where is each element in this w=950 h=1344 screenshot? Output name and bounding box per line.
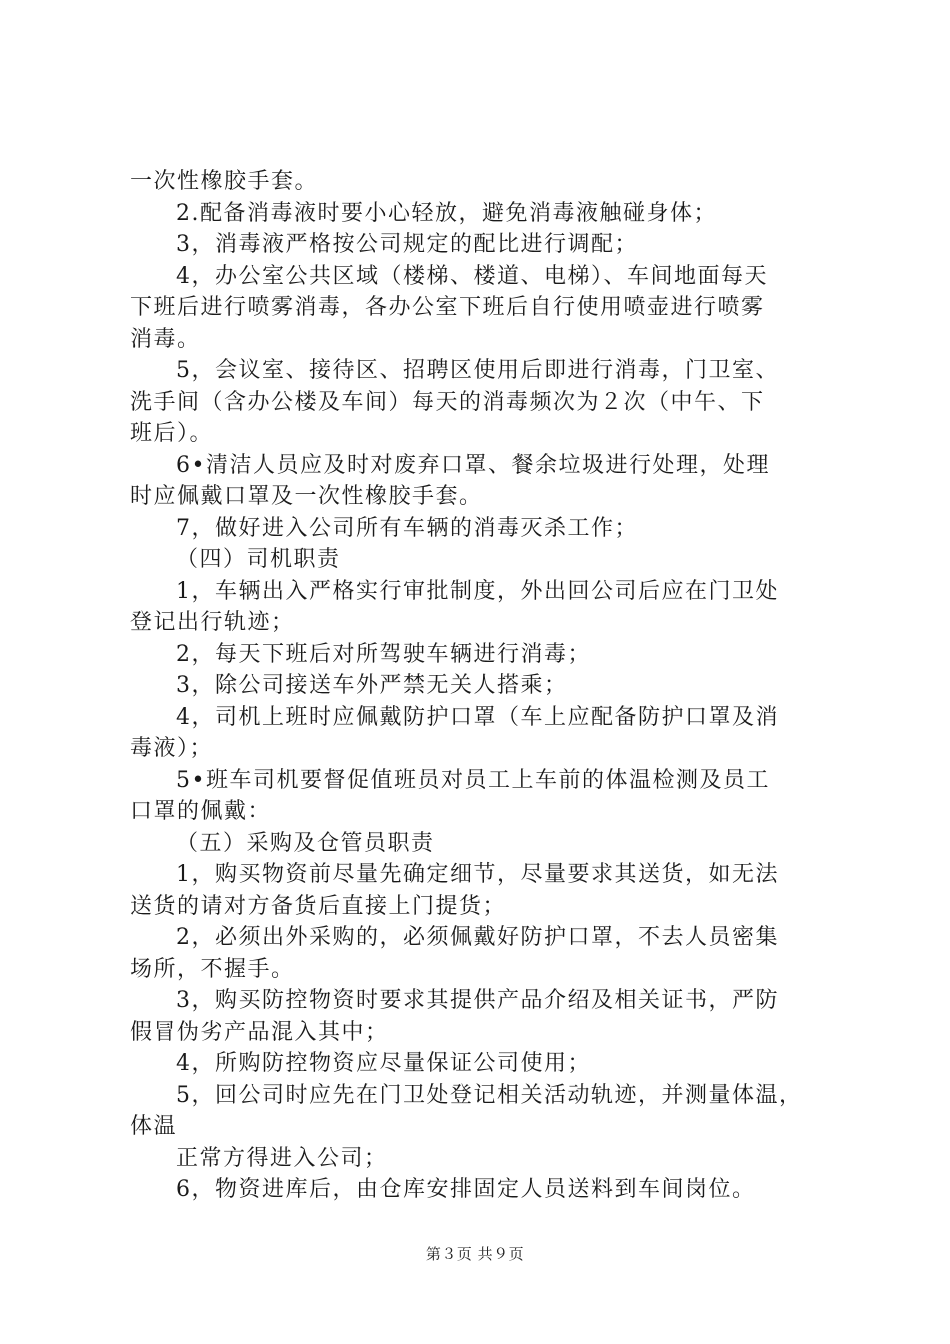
- text-line: 4，所购防控物资应尽量保证公司使用；: [176, 1051, 591, 1076]
- text-line: 毒液）；: [130, 736, 214, 761]
- text-line: 6，物资进库后，由仓库安排固定人员送料到车间岗位。: [176, 1177, 756, 1202]
- text-line: 口罩的佩戴：: [130, 799, 272, 824]
- section-heading: （五）采购及仓管员职责: [176, 830, 435, 856]
- text-line: 班后）。: [130, 421, 214, 446]
- text-line: 一次性橡胶手套。: [130, 169, 319, 194]
- text-line: 时应佩戴口罩及一次性橡胶手套。: [130, 484, 483, 509]
- text-line: 消毒。: [130, 326, 201, 352]
- text-line: 1，购买物资前尽量先确定细节，尽量要求其送货，如无法: [176, 862, 779, 887]
- text-line: 2，必须出外采购的，必须佩戴好防护口罩，不去人员密集: [176, 925, 779, 950]
- page-number-footer: 第３页 共９页: [425, 1245, 525, 1263]
- text-line: 7，做好进入公司所有车辆的消毒灭杀工作；: [176, 515, 638, 541]
- text-line: 5，回公司时应先在门卫处登记相关活动轨迹，并测量体温，: [176, 1082, 803, 1108]
- text-line: 下班后进行喷雾消毒，各办公室下班后自行使用喷壶进行喷雾: [130, 295, 765, 320]
- text-line: 3，消毒液严格按公司规定的配比进行调配；: [176, 232, 638, 257]
- section-heading: （四）司机职责: [176, 547, 341, 572]
- text-line: 洗手间（含办公楼及车间）每天的消毒频次为２次（中午、下: [130, 389, 765, 415]
- text-line: 4，办公室公共区域（楼梯、楼道、电梯）、车间地面每天: [176, 263, 768, 289]
- text-line: 场所，不握手。: [130, 956, 295, 982]
- text-line: 体温: [130, 1114, 178, 1139]
- text-line: 2.配备消毒液时要小心轻放，避免消毒液触碰身体；: [176, 200, 717, 226]
- text-line: 3，除公司接送车外严禁无关人搭乘；: [176, 673, 568, 698]
- text-line: 5•班车司机要督促值班员对员工上车前的体温检测及员工: [176, 767, 770, 793]
- text-line: 3，购买防控物资时要求其提供产品介绍及相关证书，严防: [176, 988, 779, 1013]
- text-line: 6•清洁人员应及时对废弃口罩、餐余垃圾进行处理，处理: [176, 452, 770, 478]
- text-line: 登记出行轨迹；: [130, 610, 295, 635]
- text-line: 2，每天下班后对所驾驶车辆进行消毒；: [176, 641, 591, 667]
- text-line: 5，会议室、接待区、招聘区使用后即进行消毒，门卫室、: [176, 358, 779, 383]
- text-line: 假冒伪劣产品混入其中；: [130, 1019, 389, 1045]
- text-line: 正常方得进入公司；: [176, 1145, 388, 1171]
- text-line: 4，司机上班时应佩戴防护口罩（车上应配备防护口罩及消: [176, 704, 779, 730]
- text-line: 1，车辆出入严格实行审批制度，外出回公司后应在门卫处: [176, 578, 779, 604]
- text-line: 送货的请对方备货后直接上门提货；: [130, 893, 507, 919]
- document-body: [130, 166, 830, 1206]
